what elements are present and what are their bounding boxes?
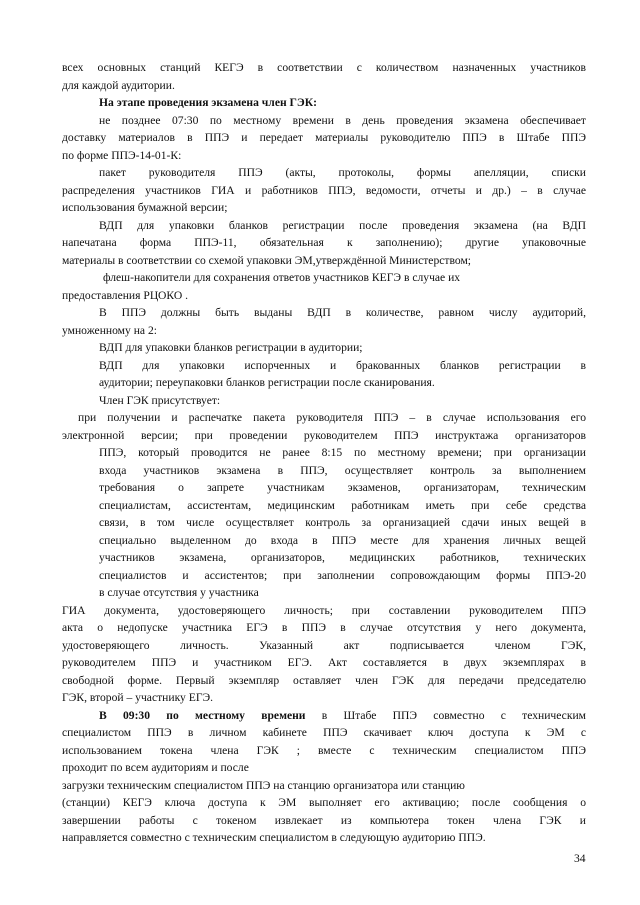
text-line: проходит по всем аудиториям и после	[62, 761, 249, 774]
text-line: умноженному на 2:	[62, 324, 157, 337]
text-line: специалистов и ассистентов; при заполнении сопровождающим формы ППЭ-20	[99, 569, 586, 582]
text-line: Член ГЭК присутствует:	[99, 394, 221, 407]
text-line: направляется совместно с техническим специалистом в следующую аудиторию ППЭ.	[62, 831, 486, 844]
text-line: ГИА документа, удостоверяющего личность; при составлении руководителем ППЭ	[62, 604, 586, 617]
text-line: ВДП для упаковки испорченных и бракованных бланков регистрации в	[99, 359, 586, 372]
text-line: связи, в том числе осуществляет контроль за организацией сдачи иных вещей в	[99, 516, 586, 529]
text-line: использованием токена члена ГЭК ; вместе с техническим специалистом ППЭ	[62, 744, 586, 757]
section-heading: На этапе проведения экзамена член ГЭК:	[99, 96, 318, 109]
page-number: 34	[574, 852, 586, 865]
text-line: всех основных станций КЕГЭ в соответствии с количеством назначенных участников	[62, 61, 586, 74]
text-line: предоставления РЦОКО .	[62, 289, 189, 302]
text-line: при получении и распечатке пакета руководителя ППЭ – в случае использования его	[78, 411, 586, 424]
text-line: руководителем ППЭ и участником ЕГЭ. Акт составляется в двух экземплярах в	[62, 656, 586, 669]
text-line: входа участников экзамена в ППЭ, осуществляет контроль за выполнением	[99, 464, 586, 477]
text-line: завершении работы с токеном извлекает из компьютера токен члена ГЭК и	[62, 814, 586, 827]
text-line: не позднее 07:30 по местному времени в день проведения экзамена обеспечивает	[99, 114, 586, 127]
text-line: распределения участников ГИА и работников ППЭ, ведомости, отчеты и др.) – в случае	[62, 184, 586, 197]
text-line: специалистом ППЭ в личном кабинете ППЭ скачивает ключ доступа к ЭМ с	[62, 726, 586, 739]
text-line: В ППЭ должны быть выданы ВДП в количестве, равном числу аудиторий,	[99, 306, 586, 319]
text-line: участников экзамена, организаторов, медицинских работников, технических	[99, 551, 586, 564]
text-line: для каждой аудитории.	[62, 79, 175, 92]
text-line: электронной версии; при проведении руководителем ППЭ инструктажа организаторов	[62, 429, 586, 442]
text-line: (станции) КЕГЭ ключа доступа к ЭМ выполняет его активацию; после сообщения о	[62, 796, 586, 809]
text-line: по форме ППЭ-14-01-К:	[62, 149, 182, 162]
text-line: ППЭ, который проводится не ранее 8:15 по местному времени; при организации	[99, 446, 586, 459]
text-line: ВДП для упаковки бланков регистрации в аудитории;	[99, 341, 363, 354]
text-line: в случае отсутствия у участника	[99, 586, 259, 599]
text-line: использования бумажной версии;	[62, 201, 228, 214]
text-line: загрузки техническим специалистом ППЭ на станцию организатора или станцию	[62, 779, 465, 792]
text-line: материалы в соответствии со схемой упаковки ЭМ,утверждённой Министерством;	[62, 254, 471, 267]
bold-time-phrase: В 09:30 по местному времени	[99, 709, 306, 722]
text-line: аудитории; переупаковки бланков регистрации после сканирования.	[99, 376, 435, 389]
text-line: специалистам, ассистентам, медицинским работникам иметь при себе средства	[99, 499, 586, 512]
text-line: флеш-накопители для сохранения ответов участников КЕГЭ в случае их	[103, 271, 461, 284]
text-line: ГЭК, второй – участнику ЕГЭ.	[62, 691, 214, 704]
text-line: удостоверяющего личность. Указанный акт подписывается членом ГЭК,	[62, 639, 586, 652]
text-line: специально выделенном до входа в ППЭ месте для хранения личных вещей	[99, 534, 586, 547]
text-line: доставку материалов в ППЭ и передает материалы руководителю ППЭ в Штабе ППЭ	[62, 131, 586, 144]
text-line: напечатана форма ППЭ-11, обязательная к заполнению); другие упаковочные	[62, 236, 586, 249]
text-line: акта о недопуске участника ЕГЭ в ППЭ в случае отсутствия у него документа,	[62, 621, 586, 634]
text-line: пакет руководителя ППЭ (акты, протоколы, формы апелляции, списки	[99, 166, 586, 179]
text-line: ВДП для упаковки бланков регистрации после проведения экзамена (на ВДП	[99, 219, 586, 232]
text-line: требования о запрете участникам экзаменов, организаторам, техническим	[99, 481, 586, 494]
text-line: свободной форме. Первый экземпляр оставляет член ГЭК для передачи председателю	[62, 674, 586, 687]
text-line-with-bold-time: В 09:30 по местному времени в Штабе ППЭ совместно с техническим	[99, 709, 586, 722]
